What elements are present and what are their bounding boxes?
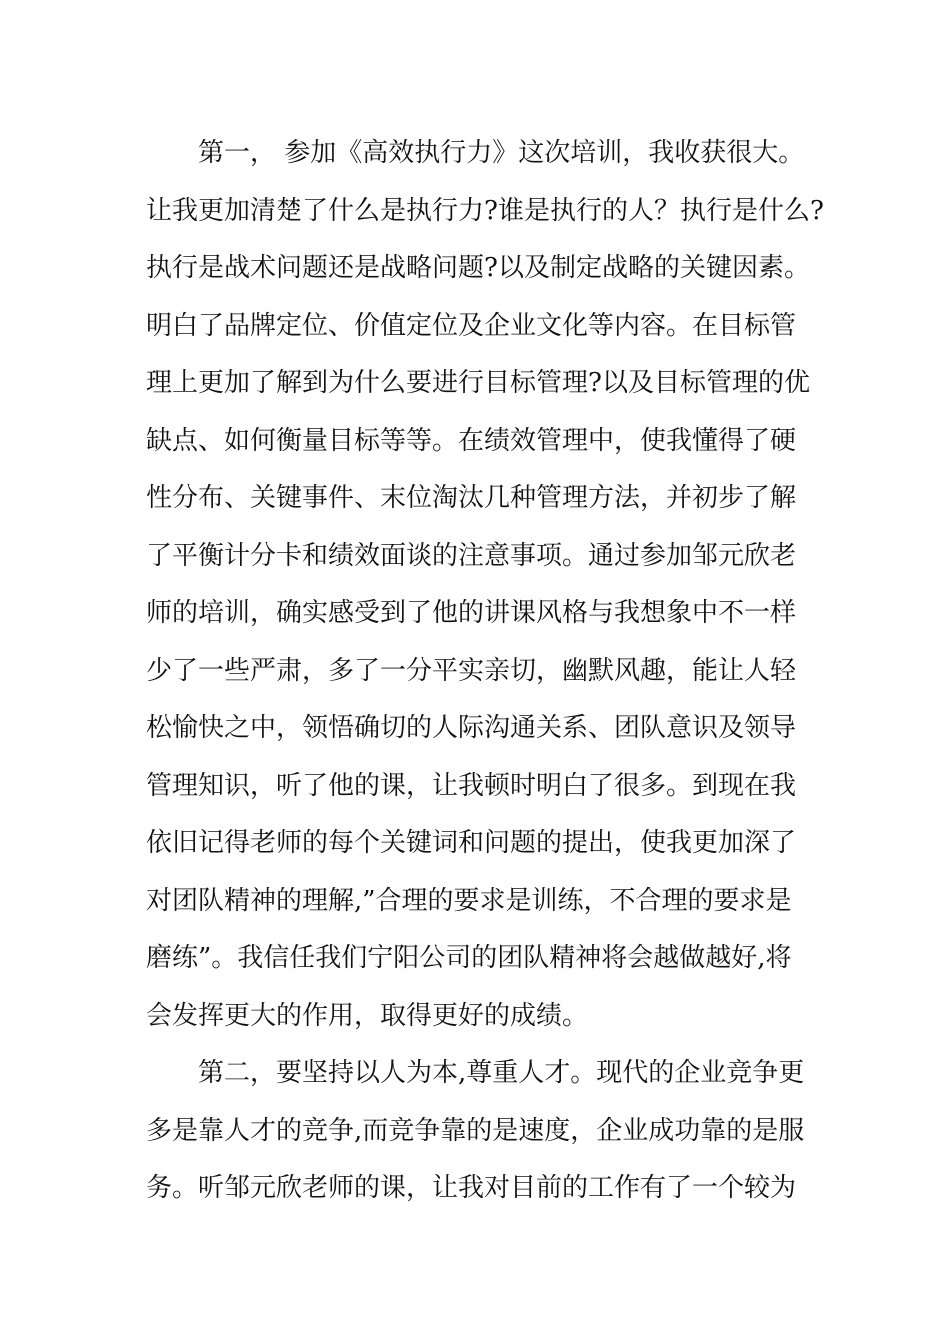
paragraph-1 [146,130,824,1050]
text-line: 务。听邹元欣老师的课，让我对目前的工作有了一个较为 [146,1173,797,1203]
text-line: 管理知识，听了他的课，让我顿时明白了很多。到现在我 [146,770,797,801]
text-line: 对团队精神的理解,”合理的要求是训练，不合理的要求是 [146,885,792,916]
text-line: 依旧记得老师的每个关键词和问题的提出，使我更加深了 [146,828,797,858]
text-line: 让我更加清楚了什么是执行力?谁是执行的人？执行是什么? [146,195,824,226]
text-line: 第二，要坚持以人为本,尊重人才。现代的企业竞争更 [198,1058,805,1088]
text-line: 明白了品牌定位、价值定位及企业文化等内容。在目标管 [146,310,797,341]
text-line: 磨练”。我信任我们宁阳公司的团队精神将会越做越好,将 [146,943,792,973]
text-line: 会发挥更大的作用，取得更好的成绩。 [146,1000,589,1031]
text-line: 师的培训，确实感受到了他的讲课风格与我想象中不一样 [146,598,797,628]
text-line: 松愉快之中，领悟确切的人际沟通关系、团队意识及领导 [146,713,797,743]
text-line: 理上更加了解到为什么要进行目标管理?以及目标管理的优 [146,368,810,398]
text-line: 执行是战术问题还是战略问题?以及制定战略的关键因素。 [146,253,810,283]
text-line: 多是靠人才的竞争,而竞争靠的是速度，企业成功靠的是服 [146,1115,805,1146]
text-line: 了平衡计分卡和绩效面谈的注意事项。通过参加邹元欣老 [146,540,797,571]
text-line: 性分布、关键事件、末位淘汰几种管理方法，并初步了解 [146,483,797,513]
paragraph-2 [146,1050,816,1223]
text-line: 第一， 参加《高效执行力》这次培训，我收获很大。 [198,138,805,168]
document-body [146,130,824,1223]
text-line: 少了一些严肃，多了一分平实亲切，幽默风趣，能让人轻 [146,655,797,686]
text-line: 缺点、如何衡量目标等等。在绩效管理中，使我懂得了硬 [146,425,797,456]
